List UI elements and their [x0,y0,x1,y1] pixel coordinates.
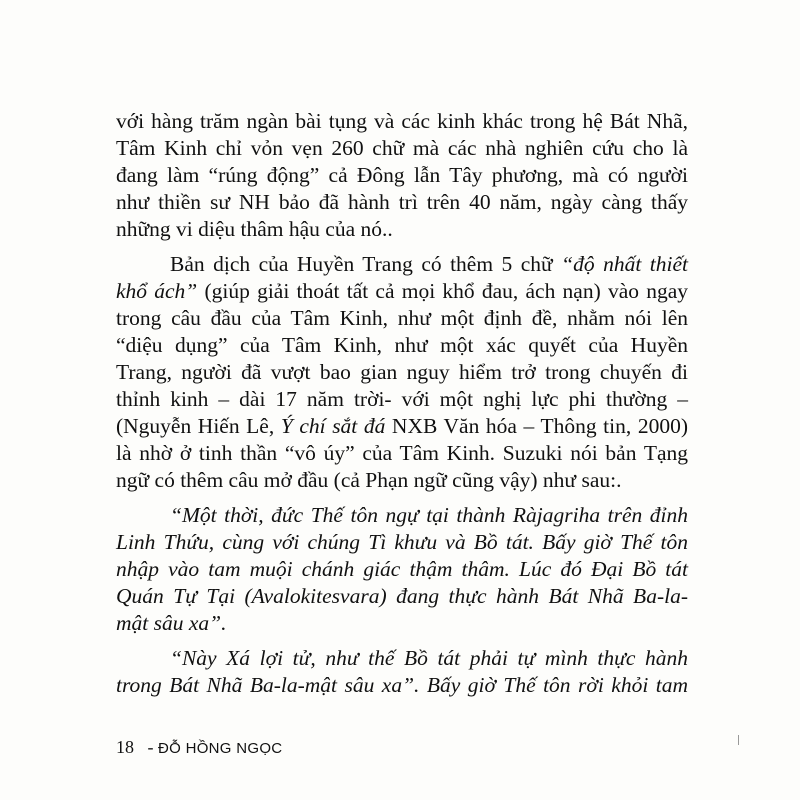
text-line: “diệu dụng” của Tâm Kinh, như một xác quyết của Huyền [116,333,688,357]
paragraph-2 [116,251,688,494]
text-line: những vi diệu thâm hậu của nó.. [116,217,393,241]
text-line: mật sâu xa”. [116,611,227,635]
text-line: Trang, người đã vượt bao gian nguy hiểm trở trong chuyến đi [116,360,688,384]
text-line: khổ ách” (giúp giải thoát tất cả mọi khổ đau, ách nạn) vào ngay [116,279,688,303]
text-line: trong Bát Nhã Ba-la-mật sâu xa”. Bấy giờ Thế tôn rời khỏi tam [116,673,688,697]
text-line: Quán Tự Tại (Avalokitesvara) đang thực hành Bát Nhã Ba-la- [116,584,688,608]
paragraph-1 [116,108,688,243]
text-line: “Một thời, đức Thế tôn ngự tại thành Ràjagriha trên đỉnh [170,503,688,527]
author-name: ĐỖ HỒNG NGỌC [158,740,283,757]
text-line: trong câu đầu của Tâm Kinh, như một định đề, nhằm nói lên [116,306,688,330]
text-line: như thiền sư NH bảo đã hành trì trên 40 năm, ngày càng thấy [116,190,688,214]
text-line: với hàng trăm ngàn bài tụng và các kinh khác trong hệ Bát Nhã, [116,109,688,133]
scan-mark [738,735,743,745]
text-line: Tâm Kinh chỉ vỏn vẹn 260 chữ mà các nhà nghiên cứu cho là [116,136,688,160]
text-line: đang làm “rúng động” cả Đông lẫn Tây phương, mà có người [116,163,688,187]
text-line: (Nguyễn Hiến Lê, Ý chí sắt đá NXB Văn hóa – Thông tin, 2000) [116,414,688,438]
text-line: “Này Xá lợi tử, như thế Bồ tát phải tự mình thực hành [170,646,688,670]
paragraph-4-quote [116,645,688,699]
page-footer [116,737,282,758]
page-number: 18 [116,737,134,757]
text-line: là nhờ ở tinh thần “vô úy” của Tâm Kinh. Suzuki nói bản Tạng [116,441,688,465]
text-line: thỉnh kinh – dài 17 năm trời- với một nghị lực phi thường – [116,387,688,411]
text-line: Linh Thứu, cùng với chúng Tì khưu và Bồ tát. Bấy giờ Thế tôn [116,530,688,554]
footer-separator: - [147,737,154,757]
text-line: nhập vào tam muội chánh giác thậm thâm. Lúc đó Đại Bồ tát [116,557,688,581]
text-line: ngữ có thêm câu mở đầu (cả Phạn ngữ cũng vậy) như sau:. [116,468,622,492]
page-body [116,108,688,699]
text-line: Bản dịch của Huyền Trang có thêm 5 chữ “độ nhất thiết [170,252,688,276]
paragraph-3-quote [116,502,688,637]
